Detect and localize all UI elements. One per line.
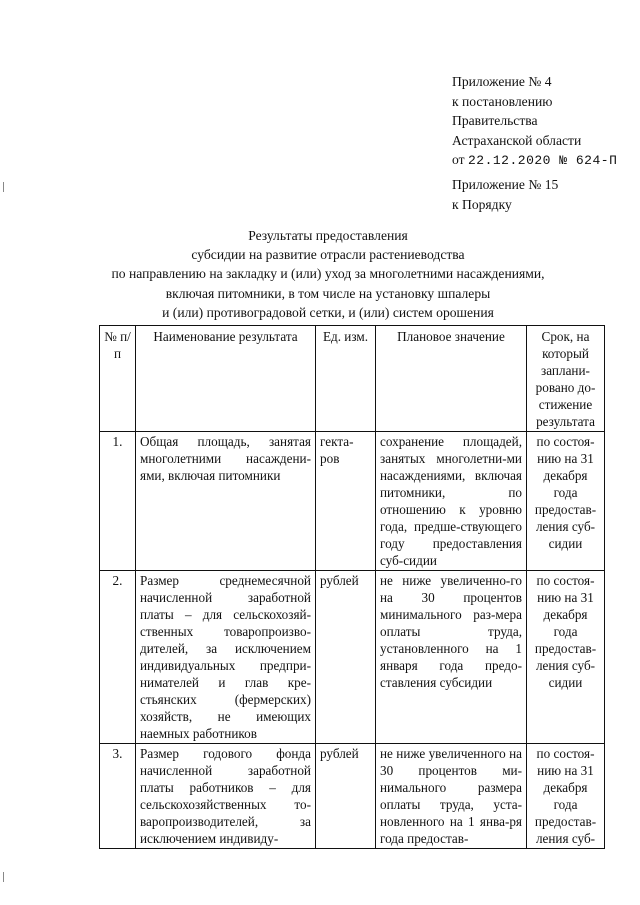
title-line: и (или) противоградовой сетки, и (или) систем орошения	[162, 304, 494, 320]
row-term: по состоя-нию на 31 декабря года предостав-ления суб-сидии	[527, 571, 605, 744]
row-name: Общая площадь, занятая многолетними насаждени-ями, включая питомники	[136, 432, 316, 571]
column-header-number: № п/п	[100, 326, 136, 432]
scan-edge-mark-top	[3, 182, 4, 192]
row-unit: гекта-ров	[316, 432, 376, 571]
row-plan: не ниже увеличенно-го на 30 процентов минимального раз-мера оплаты труда, установленного на 1 января года предо-ставления субсидии	[376, 571, 527, 744]
row-unit: рублей	[316, 571, 376, 744]
table-row	[100, 432, 605, 571]
table-header-row	[100, 326, 605, 432]
row-number: 1.	[100, 432, 136, 571]
row-plan: не ниже увеличенного на 30 процентов ми-нимального размера оплаты труда, уста-новленного на 1 янва-ря года предостав-	[376, 744, 527, 849]
attachment2-line: к Порядку	[452, 196, 512, 212]
table-row	[100, 744, 605, 849]
attachment2-line: Приложение № 15	[452, 177, 559, 192]
row-unit: рублей	[316, 744, 376, 849]
row-number: 2.	[100, 571, 136, 744]
row-plan: сохранение площадей, занятых многолетни-ми насаждениями, включая питомники, по отношению к уровню года, предше-ствующего году предоставления суб-сидии	[376, 432, 527, 571]
attachment-line: Астраханской области	[452, 132, 582, 148]
attachment-line: к постановлению	[452, 93, 553, 109]
attachment-line: Приложение № 4	[452, 74, 552, 89]
column-header-unit: Ед. изм.	[316, 326, 376, 432]
attachment-line: Правительства	[452, 113, 538, 128]
attachment-order-header	[452, 175, 632, 214]
row-name: Размер среднемесячной начисленной заработной платы – для сельскохозяй-ственных товаропроизво-дителей, за исключением индивидуальных предпри-нимателей и глав кре-стьянских (фермерских) хозяйств, не имеющих наемных работников	[136, 571, 316, 744]
title-line: включая питомники, в том числе на установку шпалеры	[165, 285, 491, 301]
attachment-date-line	[452, 150, 632, 171]
column-header-name: Наименование результата	[136, 326, 316, 432]
title-line: субсидии на развитие отрасли растениеводства	[191, 247, 465, 263]
row-term: по состоя-нию на 31 декабря года предостав-ления суб-сидии	[527, 432, 605, 571]
table-row	[100, 571, 605, 744]
row-number: 3.	[100, 744, 136, 849]
column-header-plan: Плановое значение	[376, 326, 527, 432]
results-table	[99, 325, 605, 849]
document-title	[80, 226, 576, 322]
attachment-header	[452, 72, 632, 171]
date-stamp: 22.12.2020 № 624-П	[467, 153, 618, 168]
title-line: Результаты предоставления	[248, 228, 408, 243]
date-prefix: от	[452, 152, 465, 167]
column-header-term: Срок, на который заплани-рованo до-стижение результата	[527, 326, 605, 432]
scan-edge-mark-bottom	[3, 872, 4, 882]
row-name: Размер годового фонда начисленной заработной платы работников – для сельскохозяйственных то-варопроизводителей, за исключением индивиду-	[136, 744, 316, 849]
row-term: по состоя-нию на 31 декабря года предостав-ления суб-	[527, 744, 605, 849]
title-line: по направлению на закладку и (или) уход за многолетними насаждениями,	[111, 266, 545, 282]
